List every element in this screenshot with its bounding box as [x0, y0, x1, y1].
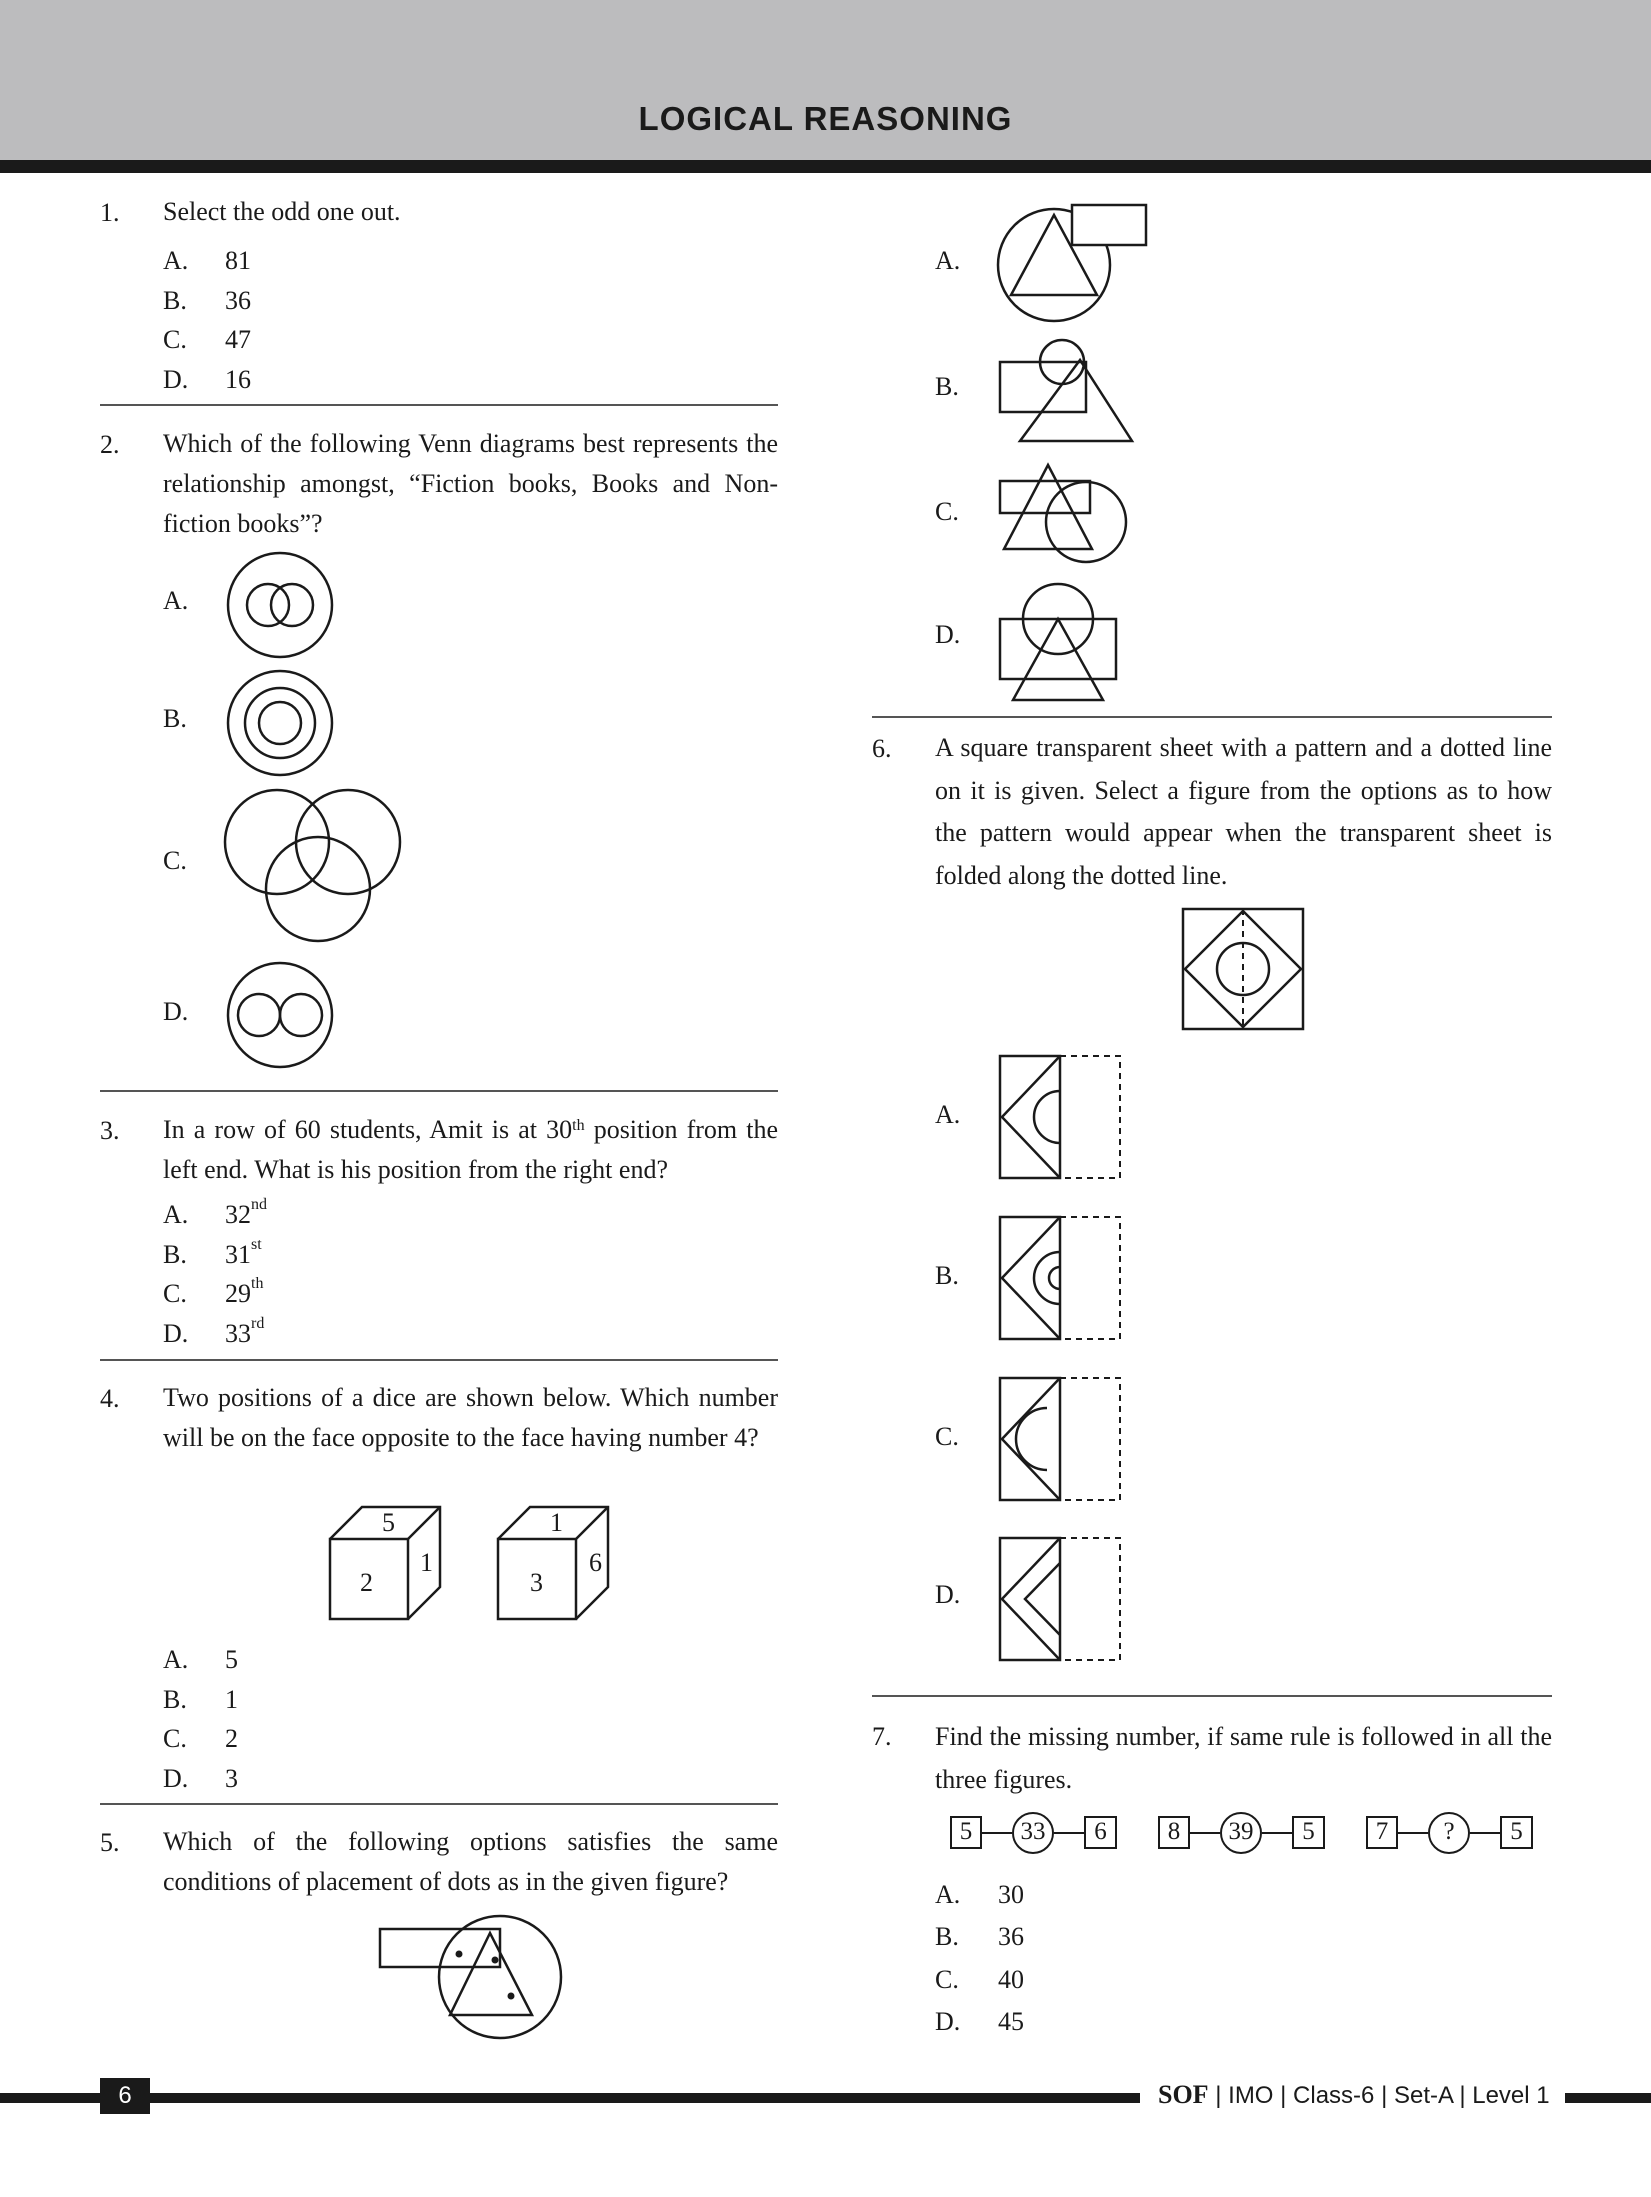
option-value: 36 [998, 1922, 1024, 1951]
option-letter: D. [935, 1580, 961, 1609]
option-value-number: 32 [225, 1200, 251, 1229]
option-value: 1 [225, 1685, 238, 1714]
option-value: 16 [225, 365, 251, 394]
option-value-number: 31 [225, 1240, 251, 1269]
question-text: Which of the following options satisfies the same conditions of placement of dots as in the given figure? [163, 1827, 778, 1896]
question-number: 2. [100, 430, 120, 459]
option-letter: B. [163, 1240, 187, 1269]
option-value: 3 [225, 1764, 238, 1793]
footer-label [1150, 2080, 1550, 2110]
option-value-superscript: nd [251, 1196, 267, 1213]
q7-fig1-middle: 33 [1020, 1818, 1046, 1845]
option-value-number: 33 [225, 1319, 251, 1348]
option-value: 30 [998, 1880, 1024, 1909]
option-value: 40 [998, 1965, 1024, 1994]
dice-2-top-value: 1 [550, 1508, 563, 1537]
question-text: A square transparent sheet with a pattern and a dotted line on it is given. Select a figure from the options as to how the pattern would appear when the transparent sheet is folded along the dotted line. [935, 733, 1552, 890]
q7-fig3-left: 7 [1375, 1818, 1389, 1845]
option-letter: A. [163, 586, 189, 615]
option-letter: C. [163, 1279, 187, 1308]
question-text-part: In a row of 60 students, Amit is at 30 [163, 1115, 573, 1144]
question-number: 1. [100, 198, 120, 227]
q6-option-b-figure [998, 1215, 1124, 1341]
option-value [225, 1315, 265, 1349]
option-letter: D. [935, 620, 961, 649]
divider [872, 716, 1552, 718]
dot-marker [508, 1993, 515, 2000]
option-value-number: 29 [225, 1279, 251, 1308]
dice-2-side-value: 6 [589, 1548, 602, 1577]
q7-fig3-middle: ? [1443, 1818, 1455, 1845]
option-letter: C. [163, 325, 187, 354]
q6-option-d-figure [998, 1536, 1124, 1662]
dice-1-front-value: 2 [360, 1568, 373, 1597]
question-text: Two positions of a dice are shown below. Which number will be on the face opposite to the face having number 4? [163, 1383, 778, 1452]
option-letter: C. [935, 1422, 959, 1451]
option-letter: B. [163, 286, 187, 315]
option-value-superscript: th [251, 1275, 264, 1292]
option-value: 5 [225, 1645, 238, 1674]
option-letter: A. [935, 246, 961, 275]
q7-fig2-right: 5 [1302, 1818, 1315, 1845]
question-number: 5. [100, 1828, 120, 1857]
venn-option-a-figure [225, 550, 335, 660]
venn-option-b-figure [225, 668, 335, 778]
question-text: Which of the following Venn diagrams best represents the relationship amongst, “Fiction books, Books and Non-fiction books”? [163, 429, 778, 538]
venn-option-d-figure [225, 960, 335, 1070]
option-value: 45 [998, 2007, 1024, 2036]
option-letter: C. [935, 497, 959, 526]
option-letter: A. [163, 246, 189, 275]
option-letter: C. [935, 1965, 959, 1994]
option-value: 47 [225, 325, 251, 354]
option-value: 2 [225, 1724, 238, 1753]
option-letter: B. [935, 372, 959, 401]
dot-marker [456, 1951, 463, 1958]
question-6-given-sheet [1181, 907, 1305, 1031]
question-text-part: position from the left end. What is his position from the right end? [163, 1115, 778, 1184]
option-letter: C. [163, 846, 187, 875]
option-letter: D. [163, 1764, 189, 1793]
dice-1-side-value: 1 [420, 1548, 433, 1577]
question-number: 4. [100, 1384, 120, 1413]
footer-text: | IMO | Class-6 | Set-A | Level 1 [1208, 2082, 1550, 2109]
page-title: LOGICAL REASONING [638, 100, 1013, 137]
question-5-given-figure [378, 1915, 568, 2050]
header-rule [0, 160, 1651, 173]
q5-option-d-figure [998, 583, 1118, 703]
q7-fig2-left: 8 [1167, 1818, 1181, 1845]
q7-fig1-left: 5 [959, 1818, 973, 1845]
option-letter: C. [163, 1724, 187, 1753]
option-letter: A. [163, 1200, 189, 1229]
footer-rule-right [1565, 2093, 1651, 2103]
option-value: 81 [225, 246, 251, 275]
option-letter: B. [163, 1685, 187, 1714]
q6-option-a-figure [998, 1054, 1124, 1180]
sof-logo: SOF [1158, 2080, 1209, 2109]
option-value: 36 [225, 286, 251, 315]
venn-option-c-figure [225, 785, 405, 945]
header-band [0, 0, 1651, 160]
divider [100, 1803, 778, 1805]
q7-fig2-middle: 39 [1228, 1818, 1254, 1845]
dice-1-top-value: 5 [382, 1508, 395, 1537]
option-letter: B. [935, 1261, 959, 1290]
q5-option-c-figure [998, 463, 1130, 567]
option-letter: D. [935, 2007, 961, 2036]
divider [100, 1359, 778, 1361]
question-number: 6. [872, 734, 892, 763]
question-number: 7. [872, 1722, 892, 1751]
option-value [225, 1275, 264, 1309]
dice-2-front-value: 3 [530, 1568, 543, 1597]
question-number: 3. [100, 1116, 120, 1145]
q7-fig1-right: 6 [1094, 1818, 1107, 1845]
option-letter: D. [163, 997, 189, 1026]
footer-rule-left [0, 2093, 1140, 2103]
q7-fig3-right: 5 [1510, 1818, 1523, 1845]
q5-option-b-figure [998, 338, 1138, 444]
option-letter: D. [163, 1319, 189, 1348]
divider [872, 1695, 1552, 1697]
option-letter: A. [935, 1880, 961, 1909]
option-letter: A. [935, 1100, 961, 1129]
option-letter: B. [163, 704, 187, 733]
divider [100, 1090, 778, 1092]
question-text: Find the missing number, if same rule is followed in all the three figures. [935, 1722, 1552, 1794]
q6-option-c-figure [998, 1376, 1124, 1502]
option-letter: B. [935, 1922, 959, 1951]
option-value-superscript: st [251, 1236, 262, 1253]
option-value [225, 1196, 267, 1230]
question-text-superscript: th [572, 1117, 585, 1134]
divider [100, 404, 778, 406]
option-value [225, 1236, 262, 1270]
question-text [163, 1110, 778, 1190]
question-text: Select the odd one out. [163, 197, 401, 226]
option-value-superscript: rd [251, 1315, 265, 1332]
dot-marker [492, 1957, 499, 1964]
option-letter: A. [163, 1645, 189, 1674]
q5-option-a-figure [998, 203, 1150, 323]
option-letter: D. [163, 365, 189, 394]
page-number: 6 [100, 2078, 150, 2114]
